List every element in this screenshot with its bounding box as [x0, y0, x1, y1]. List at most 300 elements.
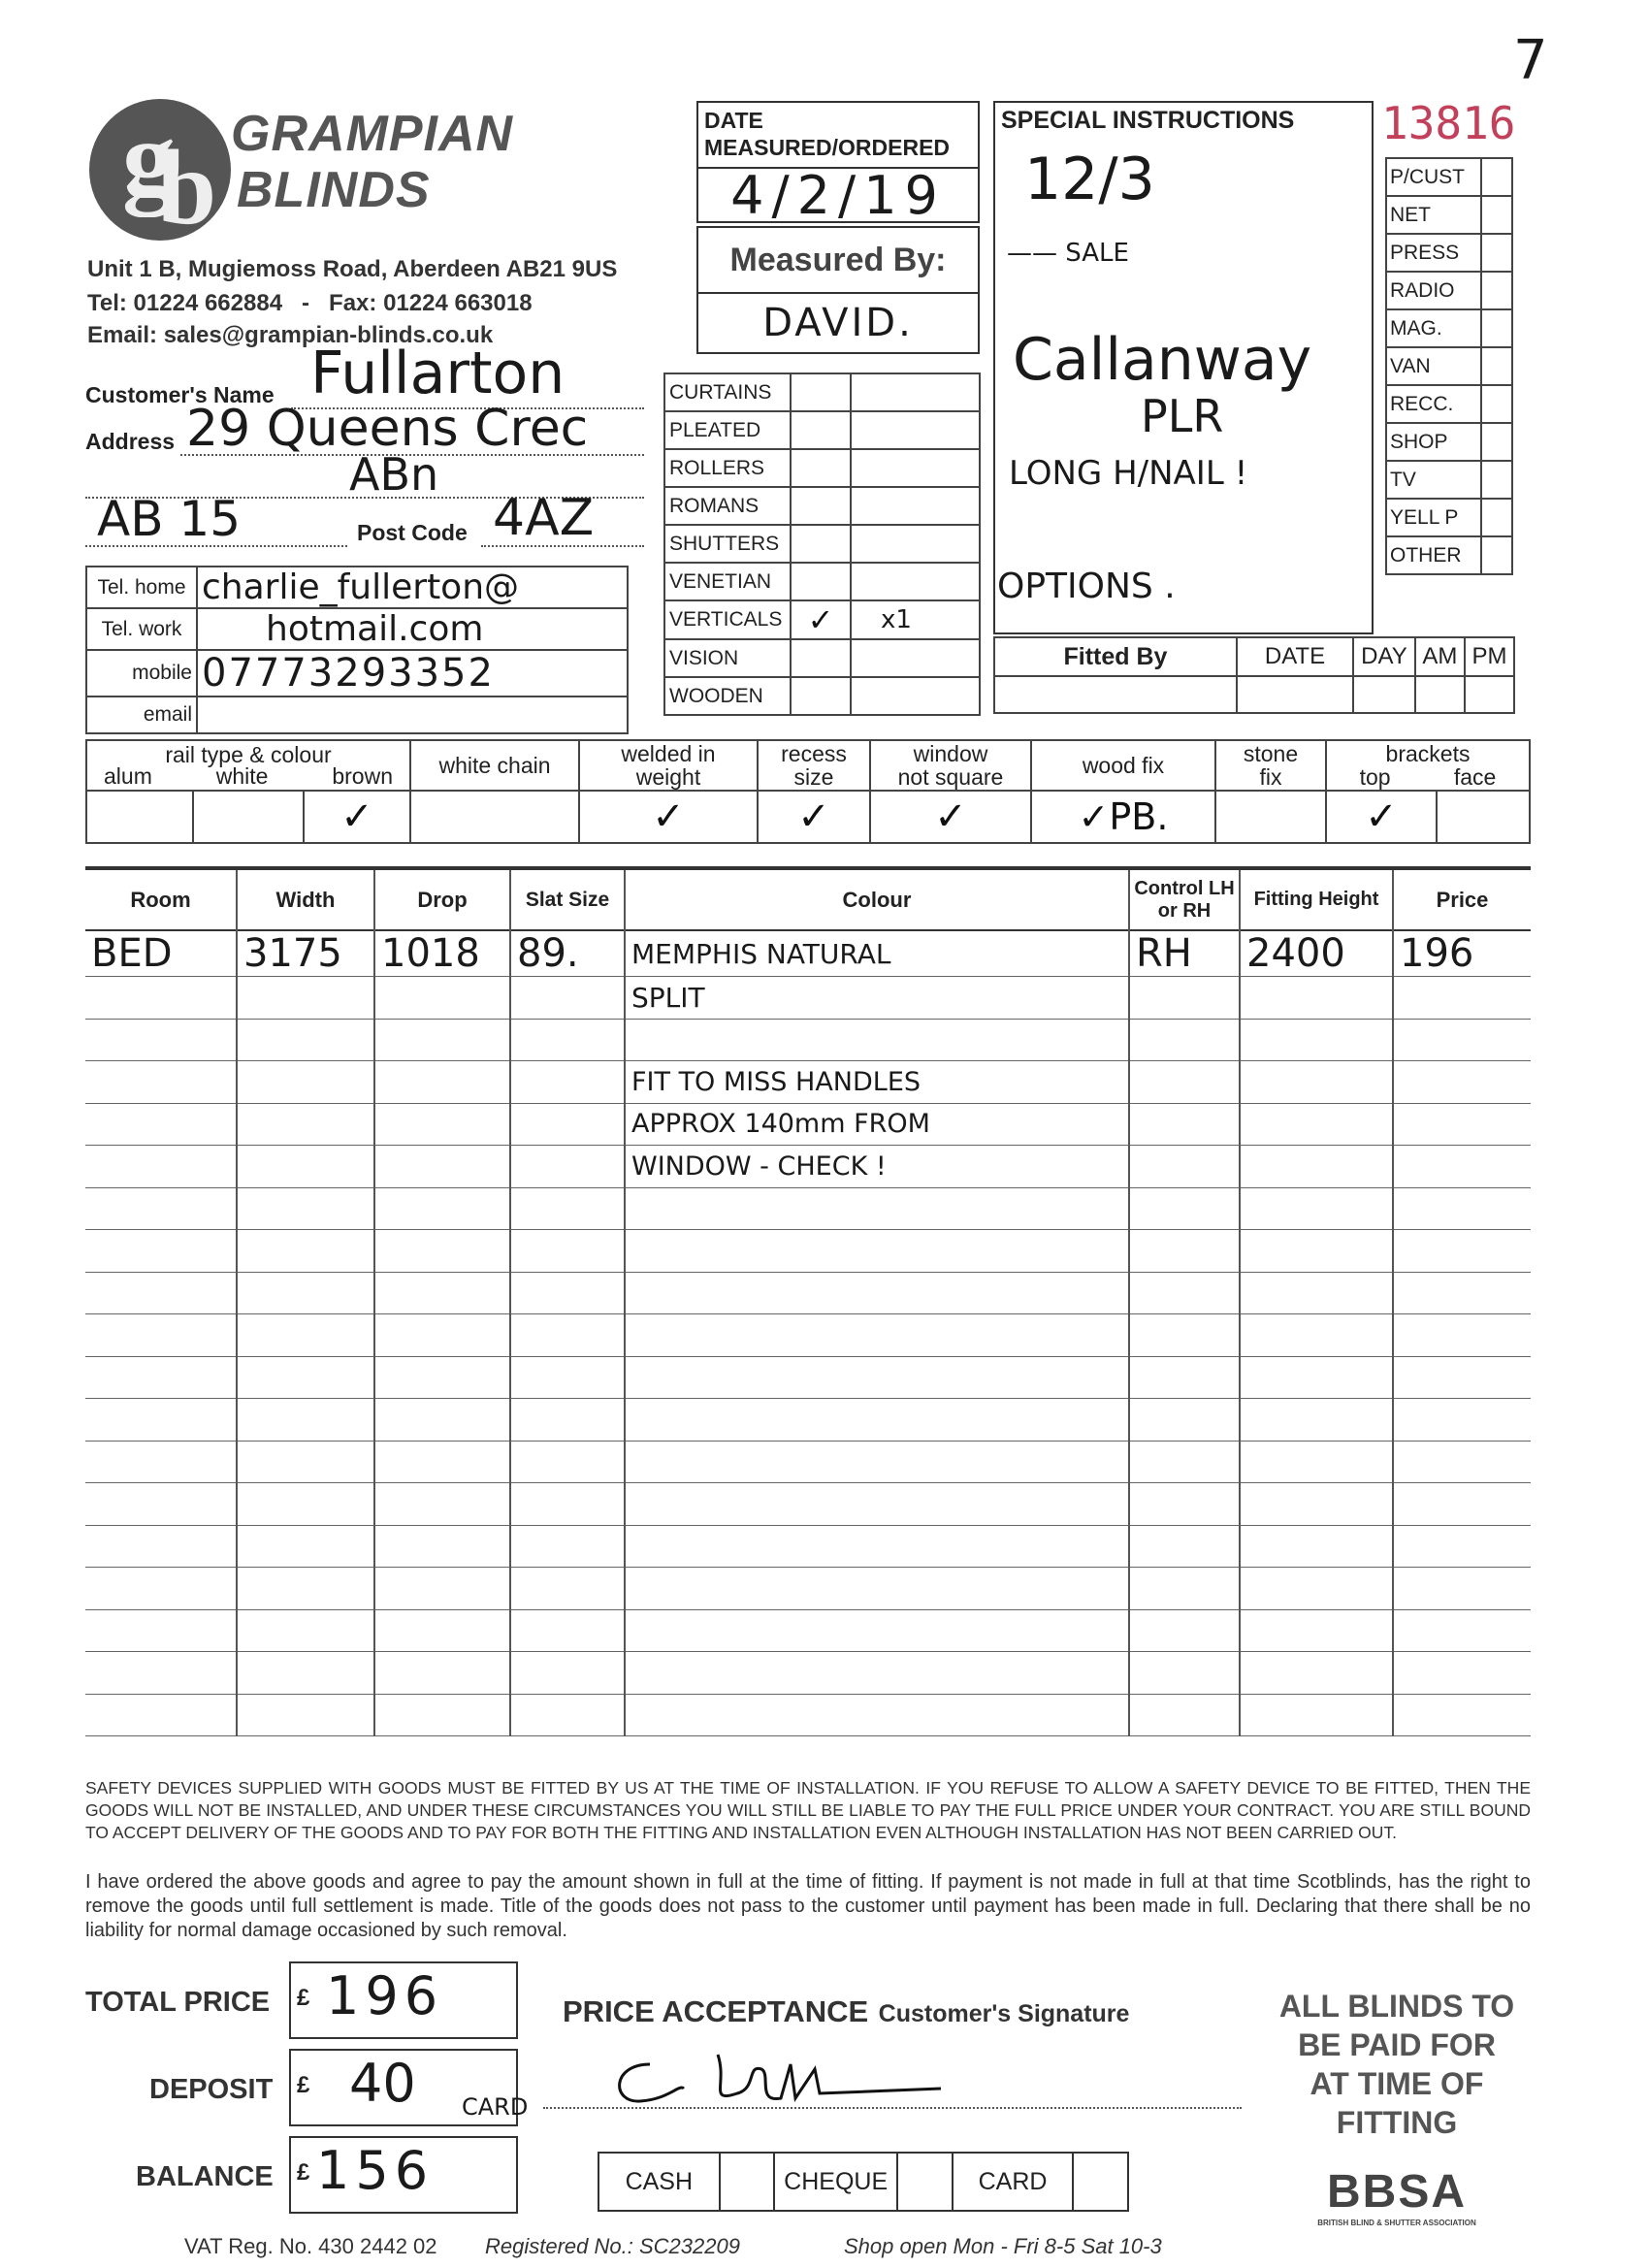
table-cell	[510, 1568, 625, 1610]
table-cell	[1240, 1146, 1393, 1188]
product-type-row	[664, 600, 980, 639]
balance-box	[289, 2136, 518, 2214]
col-fitting-height: Fitting Height	[1240, 868, 1393, 930]
special-line-3: Callanway	[1013, 326, 1312, 394]
table-cell: APPROX 140mm FROM	[625, 1103, 1129, 1146]
total-price-label: TOTAL PRICE	[85, 1987, 271, 2018]
col-width: Width	[237, 868, 374, 930]
source-list	[1385, 157, 1513, 575]
balance-currency: £	[297, 2159, 310, 2186]
table-cell	[237, 1568, 374, 1610]
table-cell	[1393, 1609, 1531, 1652]
source-box	[1481, 196, 1512, 234]
cash-box	[720, 2153, 775, 2211]
fitted-by-label: Fitted By	[994, 637, 1237, 676]
window-tick: ✓	[870, 791, 1031, 843]
table-cell	[510, 1061, 625, 1104]
source-label: SHOP	[1386, 423, 1481, 461]
table-cell	[625, 1272, 1129, 1314]
customer-signature	[592, 2045, 960, 2113]
table-cell	[374, 1568, 510, 1610]
email-label: email	[86, 697, 197, 733]
source-row	[1386, 309, 1512, 347]
table-cell	[85, 1525, 237, 1568]
date-value: 4/2/19	[730, 165, 946, 226]
table-cell	[625, 1019, 1129, 1061]
card-label: CARD	[953, 2153, 1074, 2211]
table-cell	[374, 1525, 510, 1568]
price-acceptance-label: PRICE ACCEPTANCE	[563, 1994, 869, 2028]
welded-tick: ✓	[579, 791, 758, 843]
product-type-label: CURTAINS	[664, 373, 791, 411]
date-box	[696, 101, 980, 226]
table-cell	[510, 1609, 625, 1652]
recess-label-1: recess	[781, 741, 847, 766]
product-type-row	[664, 487, 980, 525]
table-cell	[374, 1652, 510, 1695]
special-line-5: LONG H/NAIL !	[1009, 454, 1248, 493]
table-row	[85, 1609, 1531, 1652]
table-cell	[85, 1061, 237, 1104]
product-type-label: VISION	[664, 639, 791, 677]
special-line-4: PLR	[1141, 390, 1224, 442]
table-row	[85, 977, 1531, 1020]
table-row	[85, 1399, 1531, 1442]
table-row	[85, 1694, 1531, 1736]
table-row	[85, 1230, 1531, 1273]
source-row	[1386, 499, 1512, 536]
product-type-row	[664, 411, 980, 449]
shop-hours: Shop open Mon - Fri 8-5 Sat 10-3	[844, 2234, 1162, 2258]
table-cell	[237, 1652, 374, 1695]
table-cell	[1129, 1314, 1240, 1357]
source-label: TV	[1386, 461, 1481, 499]
table-cell	[625, 1694, 1129, 1736]
table-cell	[510, 1525, 625, 1568]
table-cell	[85, 1568, 237, 1610]
bracket-face-box	[1437, 791, 1530, 843]
customer-address-3: AB 15	[97, 491, 242, 547]
product-box	[791, 563, 851, 600]
table-cell	[1129, 1399, 1240, 1442]
table-cell	[510, 1019, 625, 1061]
table-cell	[237, 1609, 374, 1652]
customer-address-2: ABn	[349, 448, 439, 501]
product-type-label: SHUTTERS	[664, 525, 791, 563]
table-row	[85, 1356, 1531, 1399]
product-qty-box	[851, 373, 980, 411]
table-cell	[85, 1399, 237, 1442]
table-cell	[1393, 1356, 1531, 1399]
table-cell	[85, 1187, 237, 1230]
source-box	[1481, 234, 1512, 272]
special-instructions-label: SPECIAL INSTRUCTIONS	[1001, 107, 1295, 134]
table-cell	[85, 1356, 237, 1399]
source-label: OTHER	[1386, 536, 1481, 574]
company-email: Email: sales@grampian-blinds.co.uk	[87, 322, 494, 348]
table-row	[85, 1187, 1531, 1230]
notice-line-2: BE PAID FOR	[1298, 2027, 1496, 2062]
table-cell	[1129, 1525, 1240, 1568]
notice-line-1: ALL BLINDS TO	[1278, 1989, 1515, 2024]
table-cell	[237, 1187, 374, 1230]
bbsa-logo	[1280, 2165, 1513, 2227]
table-cell	[237, 1356, 374, 1399]
measured-by-label: Measured By:	[698, 228, 978, 294]
product-type-row	[664, 639, 980, 677]
product-qty-box	[851, 449, 980, 487]
table-cell	[237, 1441, 374, 1483]
product-box	[791, 677, 851, 715]
product-type-label: VENETIAN	[664, 563, 791, 600]
product-box	[791, 487, 851, 525]
deposit-label: DEPOSIT	[149, 2074, 274, 2105]
table-cell	[374, 1609, 510, 1652]
table-cell	[625, 1314, 1129, 1357]
total-price-box	[289, 1961, 518, 2039]
table-cell: 89.	[510, 930, 625, 977]
company-name-line1: GRAMPIAN	[231, 106, 514, 162]
tel-work-value: hotmail.com	[197, 608, 628, 650]
table-cell	[1393, 1187, 1531, 1230]
table-cell	[85, 1146, 237, 1188]
table-cell	[1240, 1356, 1393, 1399]
table-cell	[510, 1230, 625, 1273]
table-cell	[1393, 1103, 1531, 1146]
company-address: Unit 1 B, Mugiemoss Road, Aberdeen AB21 9US	[87, 256, 618, 282]
bracket-top-tick: ✓	[1326, 791, 1437, 843]
table-cell	[1393, 1230, 1531, 1273]
white-chain-box	[410, 791, 579, 843]
product-type-label: PLEATED	[664, 411, 791, 449]
recess-label-2: size	[793, 764, 834, 790]
table-cell	[625, 1525, 1129, 1568]
source-box	[1481, 385, 1512, 423]
table-cell: 3175	[237, 930, 374, 977]
rail-type-label: rail type & colour	[165, 742, 332, 767]
table-cell	[1393, 1525, 1531, 1568]
table-cell	[1129, 1230, 1240, 1273]
product-type-label: ROLLERS	[664, 449, 791, 487]
cheque-box	[897, 2153, 953, 2211]
table-cell	[374, 1314, 510, 1357]
table-cell	[510, 977, 625, 1020]
table-cell	[1129, 1061, 1240, 1104]
company-name-line2: BLINDS	[237, 162, 431, 218]
mobile-label: mobile	[86, 650, 197, 697]
table-cell	[1129, 977, 1240, 1020]
contact-table	[85, 566, 629, 734]
table-cell	[1393, 1399, 1531, 1442]
product-box	[791, 449, 851, 487]
window-label-1: window	[913, 741, 988, 766]
email-value	[197, 697, 628, 733]
order-number: 13816	[1381, 97, 1516, 149]
table-cell	[374, 1272, 510, 1314]
table-cell: WINDOW - CHECK !	[625, 1146, 1129, 1188]
brown-label: brown	[332, 763, 393, 789]
table-cell	[510, 1356, 625, 1399]
table-cell	[1129, 1652, 1240, 1695]
stone-cell	[1215, 740, 1326, 791]
table-cell	[1240, 1314, 1393, 1357]
product-type-label: VERTICALS	[664, 600, 791, 639]
address-label: Address	[85, 429, 176, 454]
special-line-6: OPTIONS .	[997, 567, 1176, 606]
table-cell	[1129, 1019, 1240, 1061]
vat-number: VAT Reg. No. 430 2442 02	[184, 2234, 437, 2258]
product-qty: x1	[851, 600, 980, 639]
table-cell	[625, 1230, 1129, 1273]
table-cell	[1393, 977, 1531, 1020]
table-cell	[374, 1356, 510, 1399]
table-cell	[374, 1146, 510, 1188]
table-cell: FIT TO MISS HANDLES	[625, 1061, 1129, 1104]
col-slat: Slat Size	[510, 868, 625, 930]
product-type-row	[664, 677, 980, 715]
table-row	[85, 1441, 1531, 1483]
source-label: P/CUST	[1386, 158, 1481, 196]
product-box	[791, 525, 851, 563]
customer-postcode: 4AZ	[493, 489, 595, 547]
company-tel-fax: Tel: 01224 662884 - Fax: 01224 663018	[87, 290, 533, 316]
fitted-pm-label: PM	[1465, 637, 1514, 676]
table-cell	[374, 1061, 510, 1104]
welded-cell	[579, 740, 758, 791]
welded-label-1: welded in	[621, 741, 716, 766]
table-cell	[1129, 1441, 1240, 1483]
source-row	[1386, 461, 1512, 499]
table-cell	[1129, 1146, 1240, 1188]
table-cell	[625, 1652, 1129, 1695]
product-qty-box	[851, 677, 980, 715]
table-cell	[1240, 1061, 1393, 1104]
table-row	[85, 1061, 1531, 1104]
table-cell	[1129, 1356, 1240, 1399]
product-tick: ✓	[791, 600, 851, 639]
source-box	[1481, 461, 1512, 499]
white-box	[193, 791, 304, 843]
table-cell	[85, 1609, 237, 1652]
white-chain-label: white chain	[410, 740, 579, 791]
col-price: Price	[1436, 887, 1489, 912]
product-type-label: WOODEN	[664, 677, 791, 715]
deposit-value: 40	[349, 2053, 416, 2114]
table-cell	[510, 1314, 625, 1357]
registered-number: Registered No.: SC232209	[485, 2234, 740, 2258]
product-type-row	[664, 563, 980, 600]
table-cell	[85, 1103, 237, 1146]
measured-by-box	[696, 226, 980, 354]
table-cell	[1129, 1609, 1240, 1652]
balance-value: 156	[316, 2140, 435, 2201]
table-cell	[374, 1019, 510, 1061]
product-qty-box	[851, 525, 980, 563]
source-row	[1386, 196, 1512, 234]
source-label: NET	[1386, 196, 1481, 234]
deposit-note: CARD	[462, 2093, 529, 2121]
welded-label-2: weight	[635, 764, 701, 790]
address-line-3	[85, 543, 347, 547]
product-type-row	[664, 449, 980, 487]
svg-text:g: g	[122, 99, 176, 217]
safety-terms: SAFETY DEVICES SUPPLIED WITH GOODS MUST BE FITTED BY US AT THE TIME OF INSTALLATION. IF YOU REFUSE TO ALLOW A SAFETY DEVICE TO BE FITTED, THEN THE GOODS WILL NOT BE INSTALLED, AND UNDER THESE CIRCUMSTANCES YOU WILL STILL BE LIABLE TO PAY THE FULL PRICE UNDER YOUR CONTRACT. YOU ARE STILL BOUND TO ACCEPT DELIVERY OF THE GOODS AND TO PAY FOR BOTH THE FITTING AND INSTALLATION EVEN ALTHOUGH INSTALLATION HAS NOT BEEN CARRIED OUT.	[85, 1778, 1531, 1842]
table-cell	[1240, 1272, 1393, 1314]
tel-home-value: charlie_fullerton@	[197, 567, 628, 608]
special-line-2: —— SALE	[1007, 239, 1129, 268]
window-cell	[870, 740, 1031, 791]
items-table	[85, 866, 1531, 1736]
total-currency: £	[297, 1985, 310, 2011]
face-label: face	[1453, 764, 1497, 790]
table-cell	[85, 1441, 237, 1483]
source-box	[1481, 347, 1512, 385]
options-table	[85, 739, 1531, 844]
table-cell	[237, 1694, 374, 1736]
table-cell	[1393, 1652, 1531, 1695]
table-cell	[625, 1399, 1129, 1442]
notice-line-3: AT TIME OF	[1310, 2066, 1484, 2101]
table-cell	[510, 1399, 625, 1442]
table-cell	[510, 1652, 625, 1695]
table-cell	[237, 977, 374, 1020]
table-cell	[510, 1103, 625, 1146]
product-type-row	[664, 373, 980, 411]
table-cell	[1240, 1441, 1393, 1483]
agreement-terms: I have ordered the above goods and agree to pay the amount shown in full at the time of fitting. If payment is not made in full at that time Scotblinds, has the right to remove the goods until full settlement is made. Title of the goods does not pass to the customer until payment has been made in full. Declaring that there shall be no liability for normal damage occasioned by such removal.	[85, 1871, 1531, 1941]
table-cell	[1240, 1525, 1393, 1568]
table-cell	[1129, 1187, 1240, 1230]
source-box	[1481, 158, 1512, 196]
source-row	[1386, 158, 1512, 196]
table-cell	[1393, 1314, 1531, 1357]
table-cell: BED	[85, 930, 237, 977]
table-cell	[237, 1399, 374, 1442]
customer-name-label: Customer's Name	[85, 382, 275, 407]
table-cell	[85, 1272, 237, 1314]
table-cell	[237, 1146, 374, 1188]
table-cell	[237, 1483, 374, 1526]
corner-page-mark: 7	[1513, 29, 1548, 92]
col-colour: Colour	[625, 868, 1129, 930]
table-cell	[625, 1483, 1129, 1526]
product-qty-box	[851, 563, 980, 600]
col-control: Control LH or RH	[1129, 868, 1240, 930]
source-box	[1481, 499, 1512, 536]
table-cell	[1240, 977, 1393, 1020]
table-cell	[510, 1694, 625, 1736]
table-cell	[1240, 1399, 1393, 1442]
table-cell	[237, 1272, 374, 1314]
product-qty-box	[851, 487, 980, 525]
table-cell	[85, 1230, 237, 1273]
brackets-label: brackets	[1385, 741, 1471, 766]
table-cell	[510, 1272, 625, 1314]
table-row	[85, 1103, 1531, 1146]
table-cell	[625, 1187, 1129, 1230]
table-cell	[1240, 1230, 1393, 1273]
table-cell	[625, 1356, 1129, 1399]
table-cell	[374, 1230, 510, 1273]
alum-label: alum	[104, 763, 152, 789]
table-cell	[85, 1483, 237, 1526]
fitted-by-table	[993, 636, 1515, 714]
cash-label: CASH	[598, 2153, 720, 2211]
total-price-value: 196	[326, 1965, 444, 2026]
bbsa-logo-text: BBSA	[1326, 2166, 1467, 2218]
table-cell	[374, 1441, 510, 1483]
recess-tick: ✓	[758, 791, 870, 843]
table-cell	[237, 1314, 374, 1357]
date-label: DATE MEASURED/ORDERED	[704, 108, 951, 160]
col-drop: Drop	[374, 868, 510, 930]
product-type-label: ROMANS	[664, 487, 791, 525]
table-cell	[1240, 1568, 1393, 1610]
table-cell	[1393, 1146, 1531, 1188]
window-label-2: not square	[897, 764, 1004, 790]
stone-label-1: stone	[1243, 741, 1299, 766]
bbsa-logo-sub: BRITISH BLIND & SHUTTER ASSOCIATION	[1317, 2219, 1476, 2227]
product-qty-box	[851, 411, 980, 449]
table-row	[85, 1272, 1531, 1314]
fitted-date-label: DATE	[1237, 637, 1353, 676]
source-row	[1386, 347, 1512, 385]
table-cell	[237, 1019, 374, 1061]
special-line-1: 12/3	[1024, 146, 1155, 213]
stone-box	[1215, 791, 1326, 843]
tel-home-label: Tel. home	[86, 567, 197, 608]
fitted-am-label: AM	[1415, 637, 1465, 676]
table-cell	[625, 1568, 1129, 1610]
table-cell	[510, 1146, 625, 1188]
source-label: VAN	[1386, 347, 1481, 385]
table-cell	[1393, 1568, 1531, 1610]
customer-name: Fullarton	[310, 340, 566, 407]
table-cell: 2400	[1240, 930, 1393, 977]
table-cell: 1018	[374, 930, 510, 977]
measured-by-value: DAVID.	[762, 301, 914, 345]
table-cell	[1129, 1483, 1240, 1526]
company-logo	[87, 97, 233, 247]
source-row	[1386, 536, 1512, 574]
price-acceptance	[563, 1994, 1129, 2029]
table-cell	[85, 977, 237, 1020]
svg-text:b: b	[157, 128, 217, 243]
source-box	[1481, 272, 1512, 309]
product-type-row	[664, 525, 980, 563]
table-cell	[1240, 1694, 1393, 1736]
table-row	[85, 1019, 1531, 1061]
brackets-cell	[1326, 740, 1530, 791]
table-cell	[1240, 1103, 1393, 1146]
customer-address-1: 29 Queens Crec	[186, 400, 589, 458]
deposit-currency: £	[297, 2072, 310, 2098]
special-instructions-box	[993, 101, 1374, 634]
table-cell	[85, 1652, 237, 1695]
product-box	[791, 373, 851, 411]
table-cell	[1393, 1694, 1531, 1736]
cheque-label: CHEQUE	[774, 2153, 897, 2211]
card-box	[1073, 2153, 1128, 2211]
recess-cell	[758, 740, 870, 791]
table-cell	[1129, 1103, 1240, 1146]
table-cell	[1393, 1019, 1531, 1061]
table-cell	[510, 1187, 625, 1230]
source-row	[1386, 234, 1512, 272]
table-cell	[1393, 1272, 1531, 1314]
table-row	[85, 1314, 1531, 1357]
product-type-table	[663, 373, 981, 716]
